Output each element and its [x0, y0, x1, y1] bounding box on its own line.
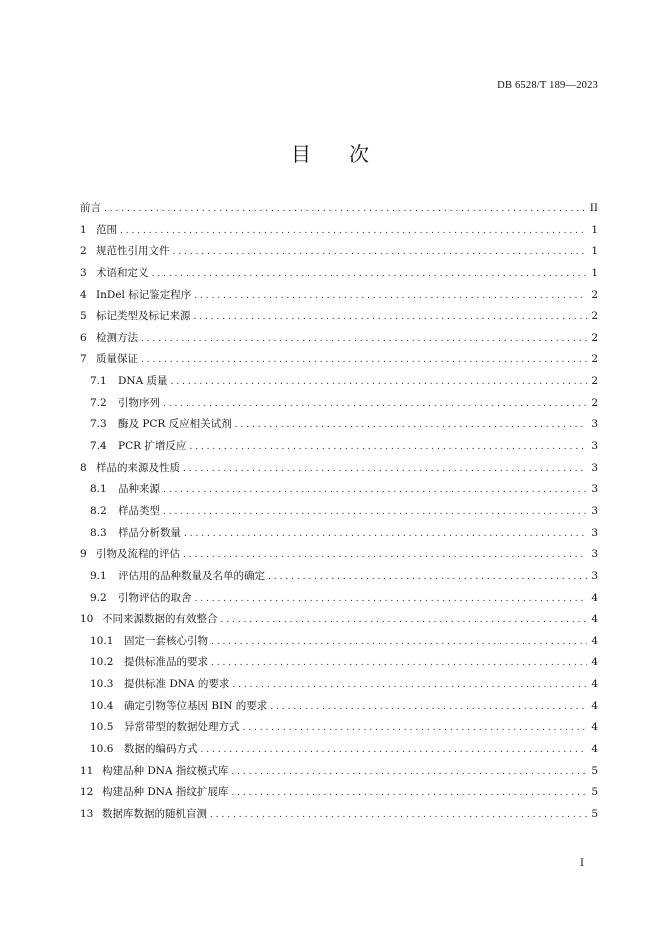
- toc-leader-dots: [194, 288, 587, 305]
- toc-entry-number: 1: [80, 223, 87, 236]
- toc-entry[interactable]: [80, 611, 598, 628]
- toc-entry-label: 不同来源数据的有效整合: [102, 613, 218, 626]
- toc-entry-page: 2: [591, 375, 598, 388]
- toc-entry-label: 构建品种 DNA 指纹模式库: [102, 764, 229, 777]
- toc-entry[interactable]: [80, 265, 598, 282]
- toc-entry-label: 规范性引用文件: [96, 245, 170, 258]
- toc-entry-number: 8: [80, 461, 87, 474]
- toc-entry-page: 1: [591, 223, 598, 236]
- toc-leader-dots: [163, 504, 587, 521]
- toc-entry-label: 提供标准品的要求: [124, 656, 208, 669]
- toc-entry-page: 5: [591, 786, 598, 799]
- toc-entry-number: 13: [80, 807, 94, 820]
- toc-entry-page: 1: [591, 245, 598, 258]
- toc-entry-number: 8.2: [90, 504, 107, 517]
- toc-entry-label: 品种来源: [118, 483, 160, 496]
- toc-entry-label: 固定一套核心引物: [124, 634, 208, 647]
- toc-entry-page: 3: [591, 440, 598, 453]
- toc-entry-number: 9.2: [90, 591, 107, 604]
- toc-leader-dots: [171, 374, 587, 391]
- toc-entry-number: 5: [80, 310, 87, 323]
- toc-entry-number: 7: [80, 353, 87, 366]
- toc-entry[interactable]: [80, 763, 598, 780]
- toc-entry-label: 前言: [80, 202, 101, 214]
- toc-leader-dots: [211, 655, 587, 672]
- toc-entry-page: 3: [591, 526, 598, 539]
- toc-entry[interactable]: [80, 676, 598, 693]
- toc-entry-page: 3: [591, 483, 598, 496]
- toc-entry-number: 7.1: [90, 375, 107, 388]
- toc-entry-label: 范围: [96, 223, 117, 236]
- toc-entry[interactable]: [80, 351, 598, 368]
- toc-entry[interactable]: [80, 654, 598, 671]
- toc-entry-number: 10.2: [90, 656, 114, 669]
- toc-entry[interactable]: [80, 460, 598, 477]
- document-id: DB 6528/T 189—2023: [497, 80, 598, 91]
- toc-entry-label: 标记类型及标记来源: [96, 310, 191, 323]
- toc-entry-page: 5: [591, 764, 598, 777]
- toc-entry-label: InDel 标记鉴定程序: [96, 288, 192, 301]
- toc-entry[interactable]: [80, 590, 598, 607]
- toc-entry-number: 10.1: [90, 634, 114, 647]
- toc-entry-number: 3: [80, 266, 87, 279]
- toc-leader-dots: [235, 417, 587, 434]
- toc-entry-label: 确定引物等位基因 BIN 的要求: [124, 699, 268, 712]
- toc-entry-number: 7.2: [90, 396, 107, 409]
- toc-leader-dots: [163, 396, 587, 413]
- toc-entry-label: PCR 扩增反应: [118, 440, 187, 453]
- toc-entry[interactable]: [80, 243, 598, 260]
- title-char-left: 目: [291, 142, 313, 166]
- toc-entry-page: 4: [591, 591, 598, 604]
- toc-entry-page: 4: [591, 613, 598, 626]
- toc-entry-page: 1: [591, 266, 598, 279]
- toc-entry[interactable]: [80, 633, 598, 650]
- toc-entry-number: 2: [80, 245, 87, 258]
- toc-entry-page: 2: [591, 331, 598, 344]
- toc-entry-label: 样品类型: [118, 504, 160, 517]
- title-char-right: 次: [349, 142, 371, 166]
- toc-entry-number: 8.3: [90, 526, 107, 539]
- toc-entry[interactable]: [80, 416, 598, 433]
- toc-entry-label: 引物序列: [118, 396, 160, 409]
- toc-entry[interactable]: [80, 698, 598, 715]
- toc-entry[interactable]: [80, 568, 598, 585]
- toc-entry-page: 3: [591, 548, 598, 561]
- toc-leader-dots: [201, 742, 588, 759]
- toc-entry-label: 提供标准 DNA 的要求: [124, 678, 230, 691]
- toc-entry-label: 酶及 PCR 反应相关试剂: [118, 418, 232, 431]
- toc-entry-page: 4: [591, 678, 598, 691]
- toc-leader-dots: [189, 439, 587, 456]
- toc-leader-dots: [141, 352, 587, 369]
- toc-entry[interactable]: [80, 438, 598, 455]
- toc-entry-label: 评估用的品种数量及名单的确定: [118, 569, 265, 582]
- toc-entry[interactable]: [80, 200, 598, 217]
- toc-leader-dots: [211, 634, 587, 651]
- toc-entry-label: 质量保证: [96, 353, 138, 366]
- toc-leader-dots: [163, 482, 587, 499]
- toc-entry[interactable]: [80, 719, 598, 736]
- toc-entry-label: 异常带型的数据处理方式: [124, 721, 240, 734]
- toc-leader-dots: [195, 591, 588, 608]
- toc-leader-dots: [173, 244, 588, 261]
- toc-entry-number: 9: [80, 548, 87, 561]
- toc-entry-number: 6: [80, 331, 87, 344]
- toc-entry[interactable]: [80, 373, 598, 390]
- toc-leader-dots: [104, 201, 587, 218]
- toc-entry-number: 11: [80, 764, 94, 777]
- toc-entry[interactable]: [80, 546, 598, 563]
- toc-entry[interactable]: [80, 525, 598, 542]
- toc-entry-number: 8.1: [90, 483, 107, 496]
- toc-leader-dots: [152, 266, 588, 283]
- toc-entry-number: 4: [80, 288, 87, 301]
- toc-entry-page: 2: [591, 310, 598, 323]
- toc-entry-page: 3: [591, 418, 598, 431]
- toc-leader-dots: [184, 526, 587, 543]
- toc-leader-dots: [141, 331, 587, 348]
- toc-entry-number: 9.1: [90, 569, 107, 582]
- toc-entry[interactable]: [80, 395, 598, 412]
- toc-entry-number: 10.3: [90, 678, 114, 691]
- toc-entry-page: II: [589, 202, 598, 214]
- toc-entry-page: 3: [591, 461, 598, 474]
- toc-leader-dots: [270, 699, 587, 716]
- toc-leader-dots: [183, 461, 587, 478]
- toc-entry[interactable]: [80, 308, 598, 325]
- toc-entry[interactable]: [80, 330, 598, 347]
- toc-entry-label: 引物及流程的评估: [96, 548, 180, 561]
- toc-entry[interactable]: [80, 806, 598, 823]
- toc-entry-page: 4: [591, 656, 598, 669]
- toc-entry[interactable]: [80, 481, 598, 498]
- toc-entry-number: 10.6: [90, 743, 114, 756]
- toc-entry[interactable]: [80, 503, 598, 520]
- toc-entry[interactable]: [80, 287, 598, 304]
- toc-entry-number: 10.5: [90, 721, 114, 734]
- page-title: [0, 138, 662, 167]
- toc-entry-page: 4: [591, 743, 598, 756]
- toc-entry-label: 构建品种 DNA 指纹扩展库: [102, 786, 229, 799]
- toc-leader-dots: [120, 223, 587, 240]
- toc-entry-label: 数据的编码方式: [124, 743, 198, 756]
- toc-entry-page: 3: [591, 569, 598, 582]
- toc-leader-dots: [194, 309, 588, 326]
- toc-leader-dots: [210, 807, 587, 824]
- toc-entry-label: 样品分析数量: [118, 526, 181, 539]
- toc-entry[interactable]: [80, 784, 598, 801]
- toc-entry-page: 2: [591, 353, 598, 366]
- toc-entry-page: 2: [591, 288, 598, 301]
- toc-leader-dots: [243, 720, 588, 737]
- toc-entry-page: 4: [591, 699, 598, 712]
- toc-entry-page: 3: [591, 504, 598, 517]
- table-of-contents: [80, 200, 598, 828]
- toc-leader-dots: [183, 547, 587, 564]
- toc-entry-number: 7.4: [90, 440, 107, 453]
- toc-entry-page: 2: [591, 396, 598, 409]
- toc-entry-number: 7.3: [90, 418, 107, 431]
- toc-entry-page: 5: [591, 807, 598, 820]
- toc-leader-dots: [268, 569, 587, 586]
- toc-entry-label: 引物评估的取舍: [118, 591, 192, 604]
- toc-entry-label: 数据库数据的随机盲测: [102, 807, 207, 820]
- toc-entry-page: 4: [591, 634, 598, 647]
- toc-entry[interactable]: [80, 741, 598, 758]
- toc-entry-number: 10.4: [90, 699, 114, 712]
- page-number: I: [580, 858, 584, 869]
- toc-leader-dots: [231, 764, 587, 781]
- toc-entry-label: DNA 质量: [118, 375, 168, 388]
- toc-entry-number: 10: [80, 613, 94, 626]
- toc-leader-dots: [232, 677, 587, 694]
- toc-entry[interactable]: [80, 222, 598, 239]
- toc-entry-number: 12: [80, 786, 94, 799]
- toc-leader-dots: [231, 785, 587, 802]
- toc-leader-dots: [221, 612, 588, 629]
- toc-entry-page: 4: [591, 721, 598, 734]
- toc-entry-label: 样品的来源及性质: [96, 461, 180, 474]
- toc-entry-label: 术语和定义: [96, 266, 149, 279]
- toc-entry-label: 检测方法: [96, 331, 138, 344]
